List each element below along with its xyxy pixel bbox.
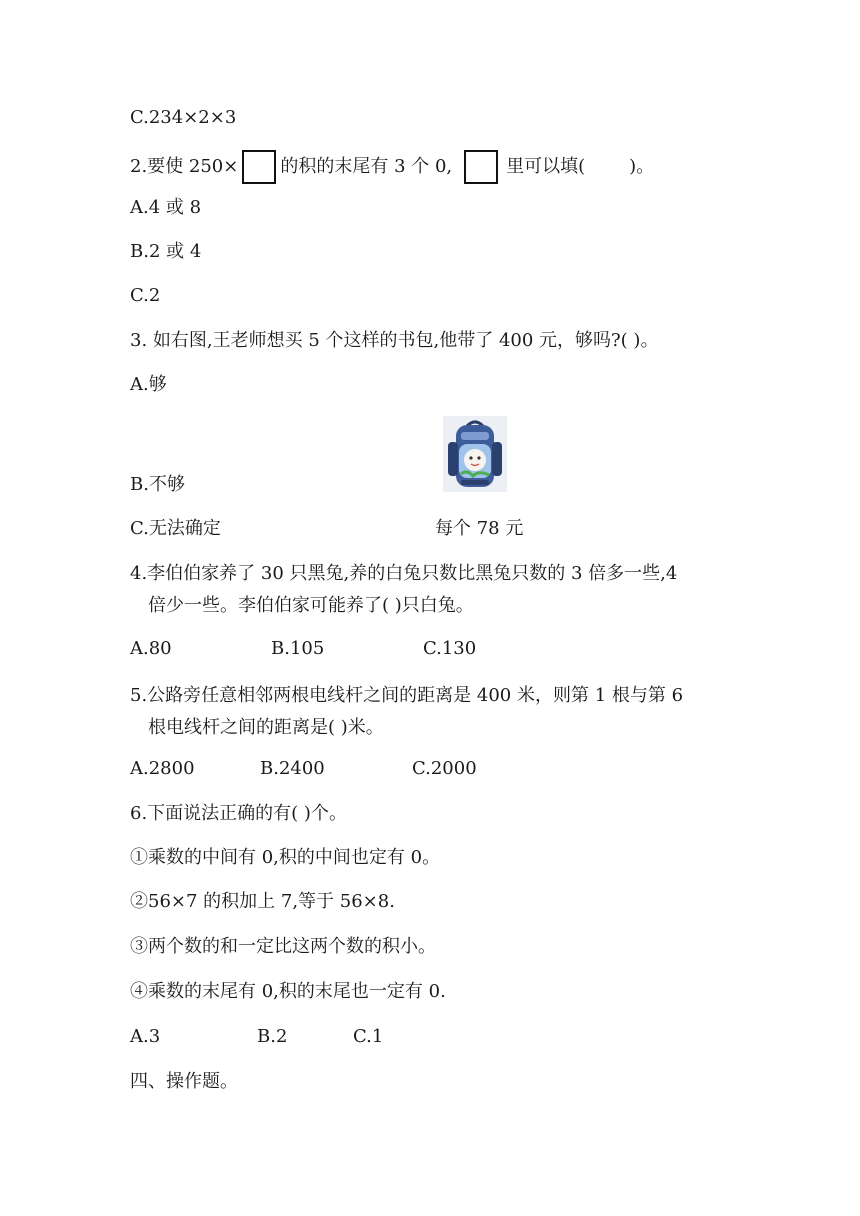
- backpack-icon: [443, 416, 507, 492]
- q5-stem-line2: 根电线杆之间的距离是( )米。: [148, 717, 384, 738]
- q6-stem: 6.下面说法正确的有( )个。: [130, 803, 347, 824]
- q2-stem-part3: 里可以填(: [506, 156, 586, 177]
- q4-option-a: A.80: [130, 638, 172, 659]
- q2-stem-part2: 的积的末尾有 3 个 0,: [280, 156, 453, 177]
- section-4-title: 四、操作题。: [130, 1071, 238, 1092]
- q6-option-a: A.3: [130, 1026, 161, 1047]
- q5-option-a: A.2800: [130, 758, 195, 779]
- q6-option-c: C.1: [353, 1026, 384, 1047]
- q4-stem-line2: 倍少一些。李伯伯家可能养了( )只白兔。: [148, 595, 474, 616]
- q3-option-b: B.不够: [130, 474, 185, 495]
- q6-statement-1: ①乘数的中间有 0,积的中间也定有 0。: [130, 847, 441, 868]
- q6-statement-2: ②56×7 的积加上 7,等于 56×8.: [130, 891, 395, 912]
- q3-price-label: 每个 78 元: [435, 518, 524, 539]
- q4-stem-line1: 4.李伯伯家养了 30 只黑兔,养的白兔只数比黑兔只数的 3 倍多一些,4: [130, 563, 678, 584]
- q1-option-c: C.234×2×3: [130, 107, 237, 128]
- q2-option-c: C.2: [130, 285, 161, 306]
- q2-option-b: B.2 或 4: [130, 241, 202, 262]
- q5-option-b: B.2400: [260, 758, 325, 779]
- q5-stem-line1: 5.公路旁任意相邻两根电线杆之间的距离是 400 米，则第 1 根与第 6: [130, 685, 684, 706]
- backpack-image: [443, 416, 507, 492]
- q3-option-c: C.无法确定: [130, 518, 221, 539]
- q3-stem: 3. 如右图,王老师想买 5 个这样的书包,他带了 400 元，够吗?( )。: [130, 330, 659, 351]
- q6-statement-3: ③两个数的和一定比这两个数的积小。: [130, 936, 436, 957]
- q2-stem-part4: )。: [629, 156, 655, 177]
- q4-option-b: B.105: [271, 638, 325, 659]
- q6-statement-4: ④乘数的末尾有 0,积的末尾也一定有 0.: [130, 981, 446, 1002]
- q6-option-b: B.2: [257, 1026, 288, 1047]
- q4-option-c: C.130: [423, 638, 477, 659]
- q2-stem: [130, 150, 654, 184]
- answer-box-1: [242, 150, 276, 184]
- q2-stem-part1: 2.要使 250×: [130, 156, 239, 177]
- q2-option-a: A.4 或 8: [130, 197, 202, 218]
- q5-option-c: C.2000: [412, 758, 477, 779]
- q3-option-a: A.够: [130, 374, 167, 395]
- answer-box-2: [464, 150, 498, 184]
